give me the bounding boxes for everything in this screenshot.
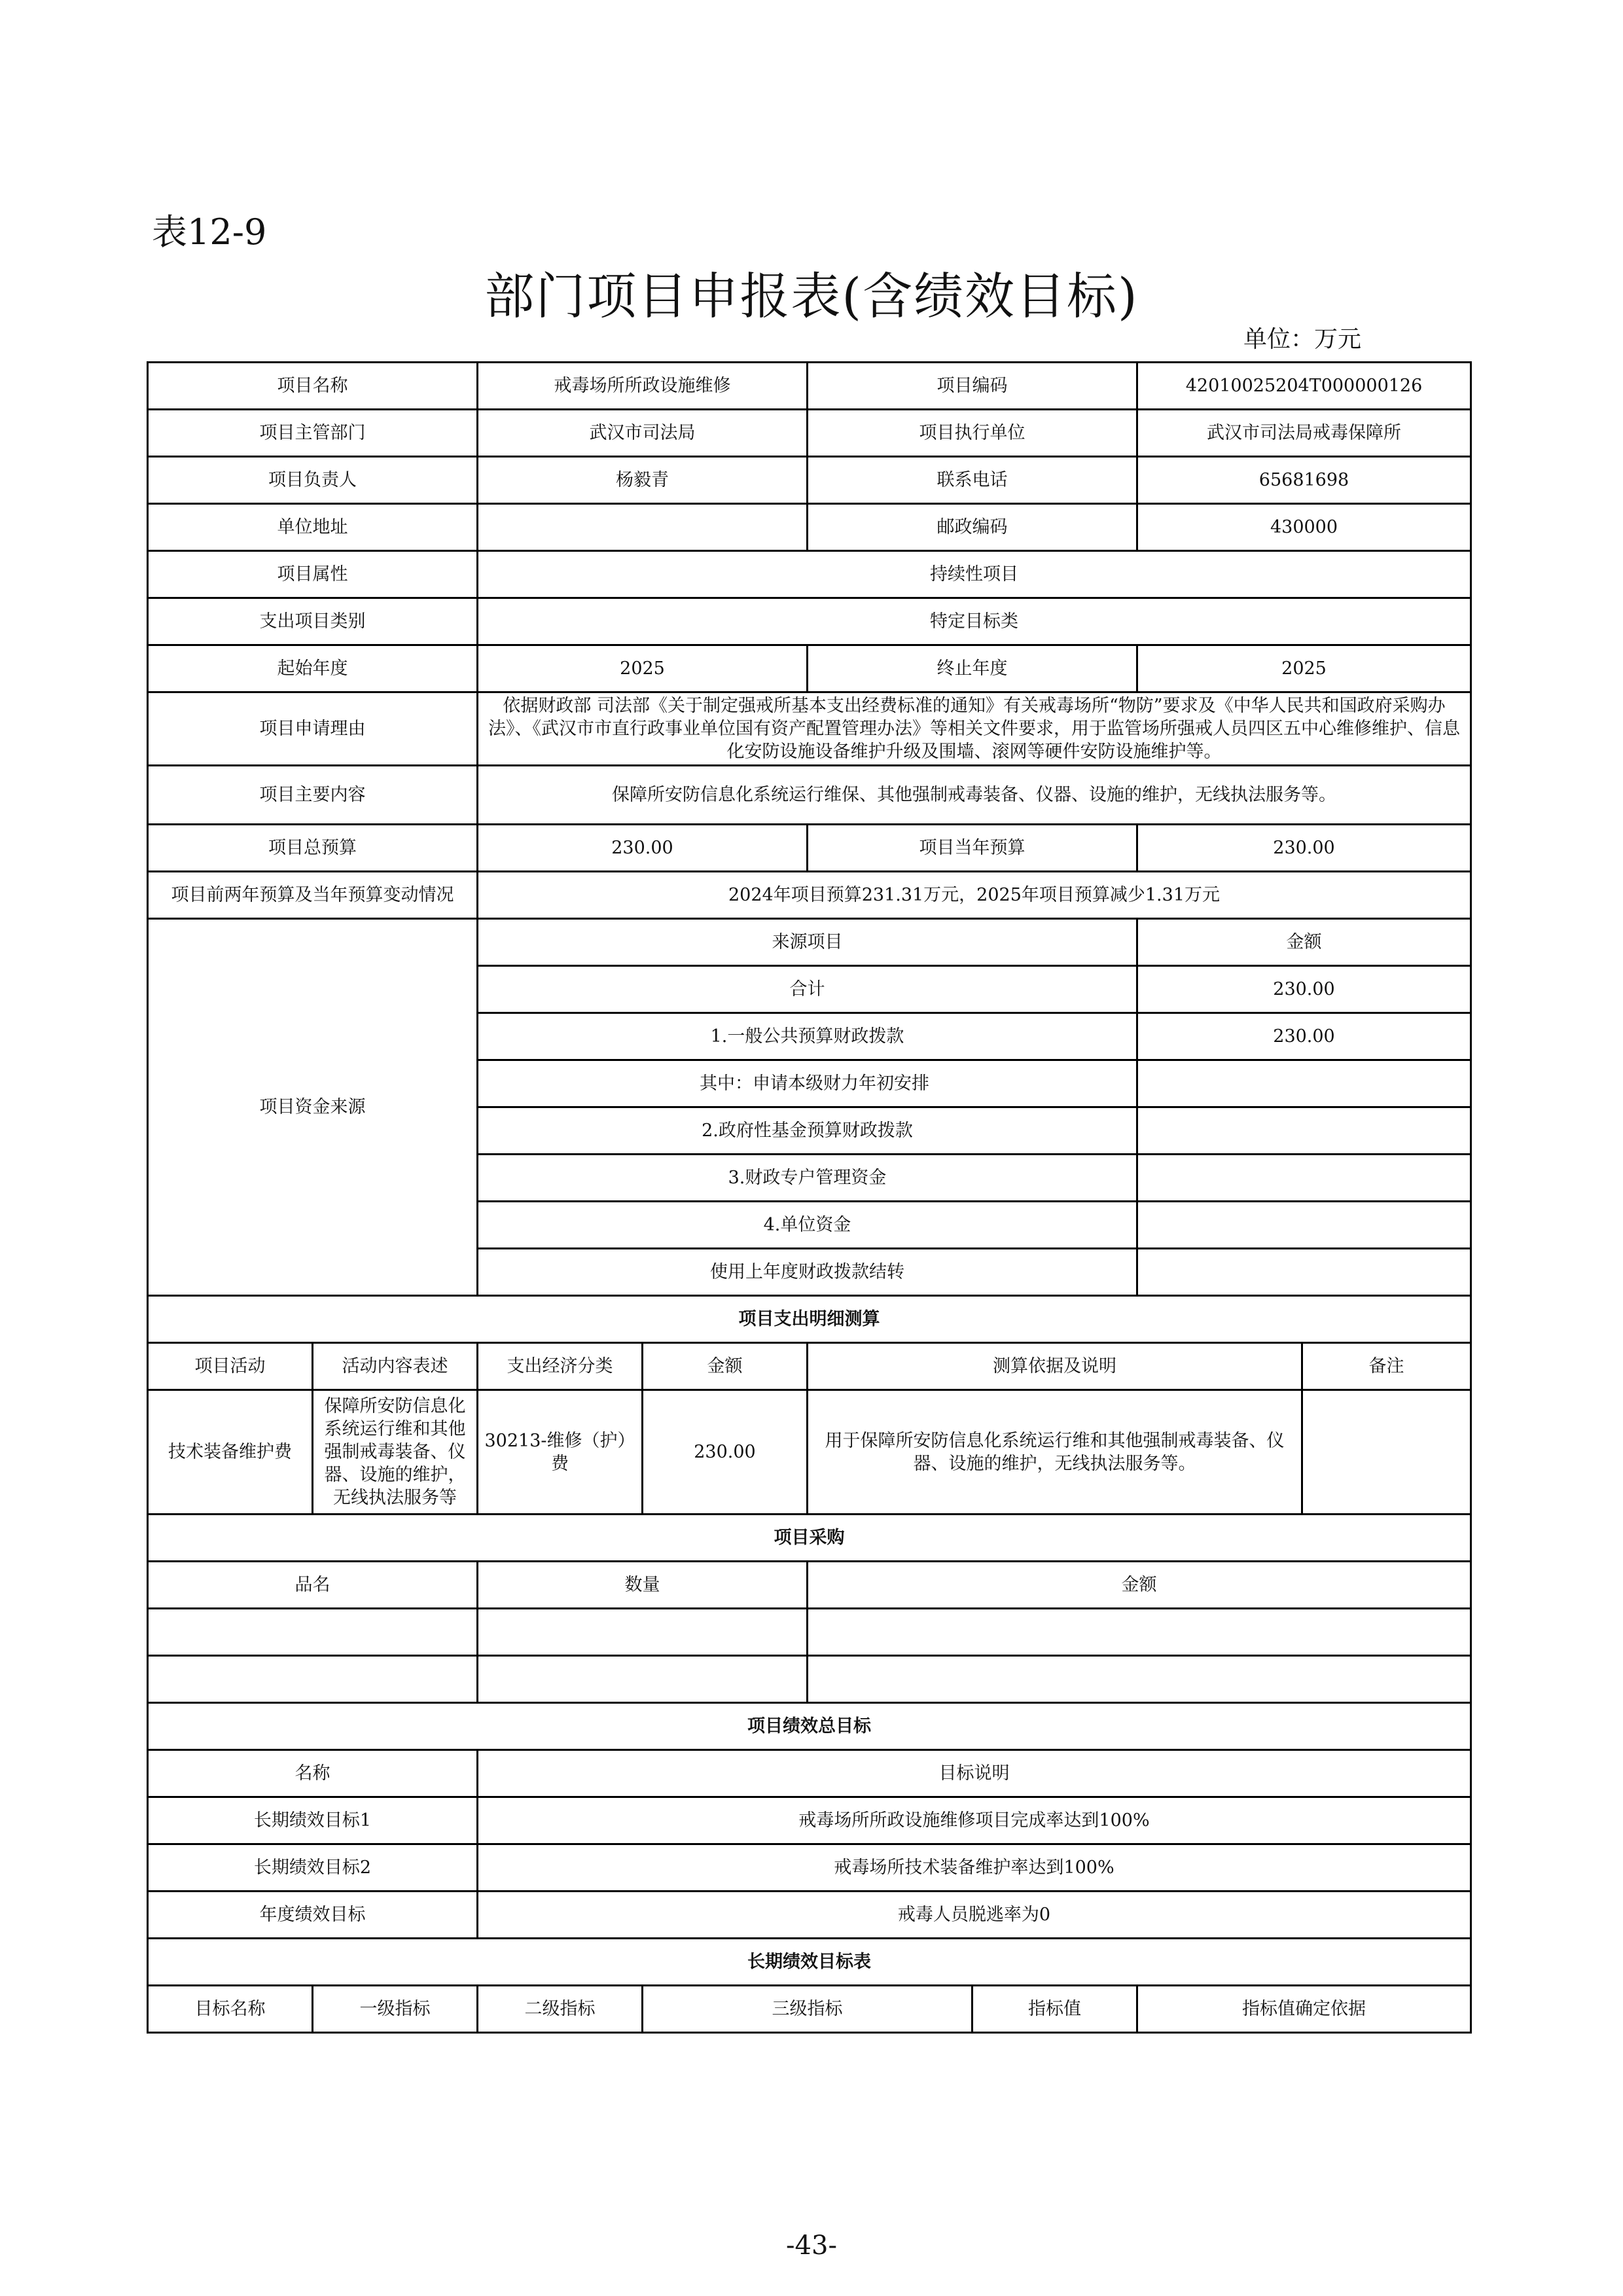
expense-content: 保障所安防信息化系统运行维和其他强制戒毒装备、仪器、设施的维护，无线执法服务等 — [313, 1390, 478, 1515]
expense-h-amount: 金额 — [643, 1343, 808, 1390]
funding-col-source: 来源项目 — [478, 919, 1137, 966]
page-number: -43- — [786, 2231, 837, 2261]
expense-basis: 用于保障所安防信息化系统运行维和其他强制戒毒装备、仪器、设施的维护，无线执法服务等。 — [808, 1390, 1302, 1515]
value-attribute: 持续性项目 — [478, 551, 1471, 598]
row-content — [148, 766, 1471, 825]
label-content: 项目主要内容 — [148, 766, 478, 825]
funding-source-name: 1.一般公共预算财政拨款 — [478, 1013, 1137, 1060]
value-year-budget: 230.00 — [1137, 825, 1471, 872]
unit-label: 单位：万元 — [1243, 326, 1362, 353]
funding-source-name: 3.财政专户管理资金 — [478, 1155, 1137, 1202]
label-end-year: 终止年度 — [808, 645, 1137, 692]
expense-activity: 技术装备维护费 — [148, 1390, 313, 1515]
funding-amount: 230.00 — [1137, 966, 1471, 1013]
long-term-header-row — [148, 1986, 1471, 2033]
procurement-header-row — [148, 1562, 1471, 1609]
table-number: 表12-9 — [152, 211, 267, 253]
expense-h-content: 活动内容表述 — [313, 1343, 478, 1390]
expense-row — [148, 1390, 1471, 1515]
performance-name: 长期绩效目标2 — [148, 1844, 478, 1892]
label-category: 支出项目类别 — [148, 598, 478, 645]
procurement-amount — [808, 1656, 1471, 1703]
procurement-item — [148, 1609, 478, 1656]
expense-header-row — [148, 1343, 1471, 1390]
long-term-h-value: 指标值 — [972, 1986, 1137, 2033]
row-leader — [148, 457, 1471, 504]
funding-source-name: 合计 — [478, 966, 1137, 1013]
expense-h-basis: 测算依据及说明 — [808, 1343, 1302, 1390]
procurement-amount — [808, 1609, 1471, 1656]
label-start-year: 起始年度 — [148, 645, 478, 692]
performance-desc: 戒毒人员脱逃率为0 — [478, 1892, 1471, 1939]
procurement-item — [148, 1656, 478, 1703]
procurement-h-qty: 数量 — [478, 1562, 808, 1609]
performance-name: 长期绩效目标1 — [148, 1797, 478, 1844]
funding-amount — [1137, 1249, 1471, 1296]
performance-h-name: 名称 — [148, 1750, 478, 1797]
long-term-h-level2: 二级指标 — [478, 1986, 643, 2033]
value-department: 武汉市司法局 — [478, 410, 808, 457]
value-reason: 依据财政部 司法部《关于制定强戒所基本支出经费标准的通知》有关戒毒场所“物防”要求及《中华人民共和国政府采购办法》、《武汉市市直行政事业单位国有资产配置管理办法》等相关文件要求，用于监管场所强戒人员四区五中心维修维护、信息化安防设施设备维护升级及围墙、滚网等硬件安防设施维护等。 — [478, 692, 1471, 766]
value-content: 保障所安防信息化系统运行维保、其他强制戒毒装备、仪器、设施的维护，无线执法服务等。 — [478, 766, 1471, 825]
procurement-h-item: 品名 — [148, 1562, 478, 1609]
label-total-budget: 项目总预算 — [148, 825, 478, 872]
long-term-h-basis: 指标值确定依据 — [1137, 1986, 1471, 2033]
performance-header-row — [148, 1750, 1471, 1797]
performance-section-title: 项目绩效总目标 — [148, 1703, 1471, 1750]
procurement-row — [148, 1656, 1471, 1703]
value-category: 特定目标类 — [478, 598, 1471, 645]
expense-h-activity: 项目活动 — [148, 1343, 313, 1390]
performance-name: 年度绩效目标 — [148, 1892, 478, 1939]
value-start-year: 2025 — [478, 645, 808, 692]
row-reason — [148, 692, 1471, 766]
row-department — [148, 410, 1471, 457]
label-executing-unit: 项目执行单位 — [808, 410, 1137, 457]
funding-amount — [1137, 1060, 1471, 1107]
funding-amount: 230.00 — [1137, 1013, 1471, 1060]
procurement-h-amount: 金额 — [808, 1562, 1471, 1609]
label-address: 单位地址 — [148, 504, 478, 551]
label-attribute: 项目属性 — [148, 551, 478, 598]
label-year-budget: 项目当年预算 — [808, 825, 1137, 872]
procurement-section-row — [148, 1515, 1471, 1562]
label-budget-change: 项目前两年预算及当年预算变动情况 — [148, 872, 478, 919]
label-postcode: 邮政编码 — [808, 504, 1137, 551]
long-term-h-level3: 三级指标 — [643, 1986, 972, 2033]
value-end-year: 2025 — [1137, 645, 1471, 692]
performance-section-row — [148, 1703, 1471, 1750]
value-executing-unit: 武汉市司法局戒毒保障所 — [1137, 410, 1471, 457]
long-term-h-name: 目标名称 — [148, 1986, 313, 2033]
value-phone: 65681698 — [1137, 457, 1471, 504]
procurement-section-title: 项目采购 — [148, 1515, 1471, 1562]
value-leader: 杨毅青 — [478, 457, 808, 504]
value-total-budget: 230.00 — [478, 825, 808, 872]
expense-section-title: 项目支出明细测算 — [148, 1296, 1471, 1343]
long-term-section-title: 长期绩效目标表 — [148, 1939, 1471, 1986]
value-postcode: 430000 — [1137, 504, 1471, 551]
performance-h-desc: 目标说明 — [478, 1750, 1471, 1797]
row-address — [148, 504, 1471, 551]
label-leader: 项目负责人 — [148, 457, 478, 504]
row-budget-change — [148, 872, 1471, 919]
label-funding-source: 项目资金来源 — [148, 919, 478, 1296]
long-term-h-level1: 一级指标 — [313, 1986, 478, 2033]
procurement-qty — [478, 1609, 808, 1656]
procurement-qty — [478, 1656, 808, 1703]
value-project-name: 戒毒场所所政设施维修 — [478, 363, 808, 410]
row-years — [148, 645, 1471, 692]
performance-row — [148, 1797, 1471, 1844]
funding-source-name: 其中：申请本级财力年初安排 — [478, 1060, 1137, 1107]
funding-source-name: 4.单位资金 — [478, 1202, 1137, 1249]
value-budget-change: 2024年项目预算231.31万元，2025年项目预算减少1.31万元 — [478, 872, 1471, 919]
funding-source-name: 2.政府性基金预算财政拨款 — [478, 1107, 1137, 1155]
label-project-name: 项目名称 — [148, 363, 478, 410]
performance-row — [148, 1844, 1471, 1892]
expense-note — [1302, 1390, 1471, 1515]
project-form-table — [147, 361, 1472, 2034]
page-title: 部门项目申报表(含绩效目标) — [484, 267, 1139, 325]
procurement-row — [148, 1609, 1471, 1656]
performance-desc: 戒毒场所所政设施维修项目完成率达到100% — [478, 1797, 1471, 1844]
funding-amount — [1137, 1155, 1471, 1202]
expense-section-row — [148, 1296, 1471, 1343]
row-budget — [148, 825, 1471, 872]
performance-desc: 戒毒场所技术装备维护率达到100% — [478, 1844, 1471, 1892]
row-category — [148, 598, 1471, 645]
value-address — [478, 504, 808, 551]
funding-amount — [1137, 1107, 1471, 1155]
label-project-code: 项目编码 — [808, 363, 1137, 410]
label-phone: 联系电话 — [808, 457, 1137, 504]
label-reason: 项目申请理由 — [148, 692, 478, 766]
funding-header-row — [148, 919, 1471, 966]
performance-row — [148, 1892, 1471, 1939]
row-attribute — [148, 551, 1471, 598]
expense-amount: 230.00 — [643, 1390, 808, 1515]
row-project-name — [148, 363, 1471, 410]
label-department: 项目主管部门 — [148, 410, 478, 457]
expense-h-econ: 支出经济分类 — [478, 1343, 643, 1390]
funding-source-name: 使用上年度财政拨款结转 — [478, 1249, 1137, 1296]
funding-col-amount: 金额 — [1137, 919, 1471, 966]
funding-amount — [1137, 1202, 1471, 1249]
expense-h-note: 备注 — [1302, 1343, 1471, 1390]
value-project-code: 42010025204T000000126 — [1137, 363, 1471, 410]
long-term-section-row — [148, 1939, 1471, 1986]
expense-econ: 30213-维修（护）费 — [478, 1390, 643, 1515]
